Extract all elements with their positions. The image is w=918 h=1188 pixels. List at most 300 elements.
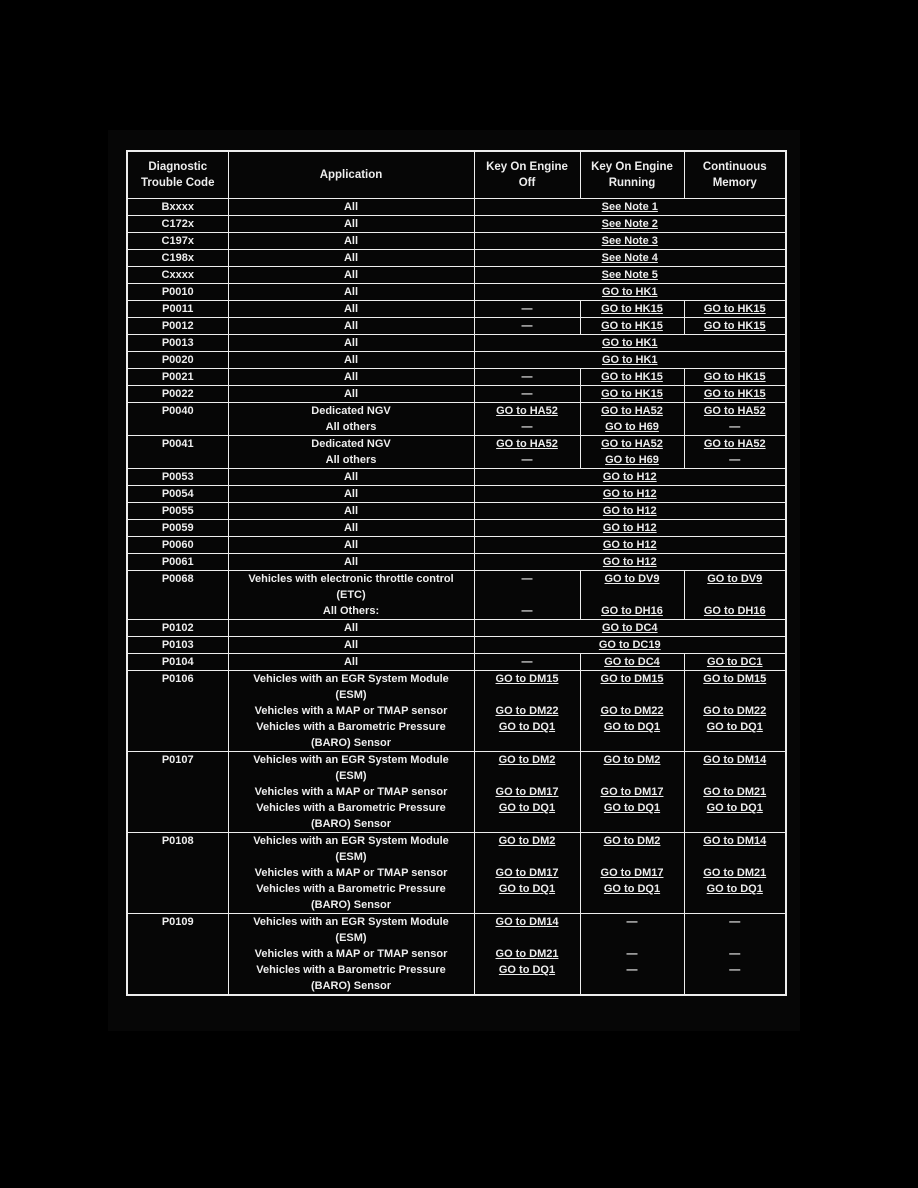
application-cell [228, 335, 474, 352]
application-text: Vehicles with an EGR System Module [253, 835, 449, 847]
application-cell [228, 250, 474, 267]
table-row [127, 833, 786, 914]
result-text: GO to DM22 [703, 705, 767, 717]
engine-off-cell [474, 671, 580, 752]
result-text: GO to HK1 [601, 354, 658, 366]
dtc-code: P0109 [161, 916, 194, 928]
result-text: GO to DC4 [601, 622, 658, 634]
dtc-code-cell [127, 914, 228, 996]
application-cell [228, 436, 474, 469]
dtc-code-cell [127, 486, 228, 503]
table-row [127, 914, 786, 996]
header-label: Trouble Code [141, 177, 215, 189]
dtc-code-cell [127, 571, 228, 620]
result-text: — [521, 303, 533, 315]
application-text: Dedicated NGV [311, 405, 391, 417]
result-text [687, 816, 784, 832]
application-text: Vehicles with an EGR System Module [253, 673, 449, 685]
application-cell [228, 554, 474, 571]
result-text: GO to HK15 [703, 371, 766, 383]
merged-result-cell [474, 503, 786, 520]
dtc-code: P0108 [161, 835, 194, 847]
header-label: Continuous [702, 161, 767, 173]
header-label: Off [518, 177, 536, 189]
merged-result-cell [474, 486, 786, 503]
result-text [477, 849, 578, 865]
application-cell [228, 469, 474, 486]
dtc-code: P0102 [161, 622, 194, 634]
application-cell [228, 571, 474, 620]
result-text: GO to DQ1 [603, 721, 661, 733]
engine-off-cell [474, 654, 580, 671]
dtc-code-cell [127, 554, 228, 571]
dtc-table [126, 150, 787, 996]
result-text: GO to DM14 [703, 754, 767, 766]
application-cell [228, 369, 474, 386]
engine-running-cell [580, 369, 684, 386]
header-label: Diagnostic [148, 161, 208, 173]
result-text [687, 978, 784, 994]
header-label: Application [319, 169, 383, 181]
application-cell [228, 301, 474, 318]
merged-result-cell [474, 352, 786, 369]
dtc-code: P0020 [161, 354, 194, 366]
result-text: GO to DM21 [495, 948, 559, 960]
result-text: GO to HK15 [601, 320, 663, 332]
result-text [687, 897, 784, 913]
application-text: All [343, 354, 359, 366]
result-text: GO to DQ1 [498, 883, 556, 895]
result-text [477, 587, 578, 603]
result-text [687, 849, 784, 865]
result-text: GO to DC19 [598, 639, 661, 651]
merged-result-cell [474, 469, 786, 486]
application-cell [228, 386, 474, 403]
result-text: — [729, 964, 741, 976]
application-text: (ESM) [335, 851, 367, 863]
application-text: Vehicles with a MAP or TMAP sensor [254, 867, 448, 879]
dtc-code-cell [127, 199, 228, 216]
dtc-code: C172x [161, 218, 194, 230]
result-text: GO to DM17 [600, 786, 664, 798]
result-text [477, 930, 578, 946]
engine-running-cell [580, 301, 684, 318]
result-text [477, 687, 578, 703]
result-text: GO to DM15 [600, 673, 664, 685]
result-text [687, 930, 784, 946]
engine-running-cell [580, 571, 684, 620]
table-row [127, 199, 786, 216]
application-text: All [343, 488, 359, 500]
engine-off-cell [474, 301, 580, 318]
header-cell-diagnostic-trouble-code [127, 151, 228, 199]
result-text: — [626, 964, 638, 976]
result-text: GO to DV9 [707, 573, 763, 585]
continuous-memory-cell [684, 671, 786, 752]
result-text: GO to DM2 [498, 754, 556, 766]
merged-result-cell [474, 637, 786, 654]
application-text: All [343, 201, 359, 213]
engine-off-cell [474, 436, 580, 469]
result-text: GO to DQ1 [706, 883, 763, 895]
dtc-code: P0060 [161, 539, 194, 551]
header-label: Memory [712, 177, 757, 189]
dtc-code-cell [127, 284, 228, 301]
table-row [127, 318, 786, 335]
application-text: (ESM) [335, 932, 367, 944]
header-row [127, 151, 786, 199]
dtc-code: P0041 [161, 438, 194, 450]
header-cell-application [228, 151, 474, 199]
dtc-code-cell [127, 469, 228, 486]
application-cell [228, 671, 474, 752]
application-cell [228, 284, 474, 301]
application-cell [228, 486, 474, 503]
application-cell [228, 833, 474, 914]
result-text: GO to DH16 [601, 605, 663, 617]
result-text: GO to HK15 [601, 371, 663, 383]
engine-running-cell [580, 403, 684, 436]
result-text: See Note 3 [601, 235, 658, 247]
result-text: GO to H12 [602, 556, 657, 568]
dtc-code: P0059 [161, 522, 194, 534]
header-cell-continuous-memory [684, 151, 786, 199]
result-text: GO to DM17 [495, 867, 559, 879]
dtc-code-cell [127, 369, 228, 386]
result-text: — [521, 371, 533, 383]
engine-off-cell [474, 403, 580, 436]
result-text: GO to DQ1 [706, 802, 763, 814]
application-text: All [343, 522, 359, 534]
application-text: Vehicles with a Barometric Pressure [256, 721, 446, 733]
dtc-code: P0104 [161, 656, 194, 668]
application-text: All others [325, 421, 377, 433]
result-text: GO to DQ1 [498, 964, 556, 976]
engine-off-cell [474, 318, 580, 335]
result-text: See Note 2 [601, 218, 658, 230]
result-text: GO to DM15 [703, 673, 767, 685]
dtc-code: P0061 [161, 556, 194, 568]
application-text: All [343, 303, 359, 315]
application-cell [228, 199, 474, 216]
application-text: All others [325, 454, 377, 466]
table-row [127, 537, 786, 554]
dtc-code-cell [127, 436, 228, 469]
dtc-code-cell [127, 301, 228, 318]
application-cell [228, 654, 474, 671]
application-text: All [343, 286, 359, 298]
table-row [127, 503, 786, 520]
result-text: — [729, 916, 741, 928]
result-text [477, 816, 578, 832]
result-text: GO to HK15 [601, 303, 663, 315]
engine-running-cell [580, 752, 684, 833]
continuous-memory-cell [684, 386, 786, 403]
table-row [127, 267, 786, 284]
dtc-code-cell [127, 537, 228, 554]
application-text: Vehicles with a MAP or TMAP sensor [254, 948, 448, 960]
table-row [127, 386, 786, 403]
result-text [477, 978, 578, 994]
application-text: Vehicles with a Barometric Pressure [256, 883, 446, 895]
dtc-code: P0053 [161, 471, 194, 483]
table-row [127, 469, 786, 486]
engine-off-cell [474, 369, 580, 386]
dtc-code: P0013 [161, 337, 194, 349]
result-text [583, 897, 682, 913]
result-text [583, 816, 682, 832]
result-text: — [521, 388, 533, 400]
application-text: All [343, 218, 359, 230]
result-text: GO to HK15 [601, 388, 663, 400]
application-cell [228, 752, 474, 833]
result-text: GO to DQ1 [706, 721, 763, 733]
result-text: GO to DM14 [703, 835, 767, 847]
dtc-code-cell [127, 386, 228, 403]
result-text: — [521, 573, 533, 585]
result-text: GO to DC1 [706, 656, 763, 668]
result-text: GO to DC4 [604, 656, 660, 668]
table-row [127, 233, 786, 250]
application-text: All Others: [322, 605, 380, 617]
continuous-memory-cell [684, 318, 786, 335]
table-row [127, 352, 786, 369]
table-row [127, 671, 786, 752]
application-text: All [343, 269, 359, 281]
result-text [583, 849, 682, 865]
result-text [583, 735, 682, 751]
engine-off-cell [474, 833, 580, 914]
engine-running-cell [580, 318, 684, 335]
result-text: See Note 5 [601, 269, 658, 281]
result-text: — [729, 454, 741, 466]
dtc-code: C197x [161, 235, 194, 247]
application-text: (BARO) Sensor [310, 818, 392, 830]
result-text: GO to HA52 [703, 438, 766, 450]
result-text [687, 587, 784, 603]
application-text: Vehicles with electronic throttle control [248, 573, 454, 585]
result-text: — [729, 421, 741, 433]
result-text [583, 687, 682, 703]
result-text: GO to HA52 [496, 405, 558, 417]
application-cell [228, 233, 474, 250]
application-cell [228, 318, 474, 335]
result-text: GO to HA52 [601, 405, 663, 417]
application-text: (BARO) Sensor [310, 980, 392, 992]
dtc-code: P0068 [161, 573, 194, 585]
table-row [127, 620, 786, 637]
merged-result-cell [474, 537, 786, 554]
application-text: Vehicles with a Barometric Pressure [256, 802, 446, 814]
dtc-code-cell [127, 520, 228, 537]
result-text: GO to DM2 [603, 835, 661, 847]
result-text: — [626, 916, 638, 928]
result-text: — [521, 656, 533, 668]
result-text: GO to DQ1 [498, 802, 556, 814]
continuous-memory-cell [684, 752, 786, 833]
dtc-code-cell [127, 250, 228, 267]
result-text: See Note 1 [601, 201, 658, 213]
result-text [477, 735, 578, 751]
application-text: All [343, 471, 359, 483]
dtc-code: P0103 [161, 639, 194, 651]
result-text: GO to H12 [602, 505, 657, 517]
dtc-code-cell [127, 216, 228, 233]
application-text: All [343, 320, 359, 332]
table-row [127, 436, 786, 469]
application-text: Vehicles with an EGR System Module [253, 754, 449, 766]
application-text: All [343, 388, 359, 400]
result-text: GO to H12 [602, 539, 657, 551]
result-text: GO to HK1 [601, 337, 658, 349]
result-text [687, 687, 784, 703]
table-row [127, 654, 786, 671]
application-cell [228, 620, 474, 637]
result-text: GO to DQ1 [603, 802, 661, 814]
dtc-code-cell [127, 352, 228, 369]
application-text: All [343, 556, 359, 568]
result-text [583, 587, 682, 603]
dtc-code-cell [127, 654, 228, 671]
dtc-code: P0107 [161, 754, 194, 766]
table-row [127, 250, 786, 267]
merged-result-cell [474, 267, 786, 284]
result-text: GO to DM14 [495, 916, 559, 928]
header-cell-key-on-engine-running [580, 151, 684, 199]
dtc-code-cell [127, 267, 228, 284]
application-cell [228, 537, 474, 554]
engine-running-cell [580, 654, 684, 671]
application-text: Vehicles with a MAP or TMAP sensor [254, 705, 448, 717]
table-row [127, 216, 786, 233]
application-cell [228, 267, 474, 284]
merged-result-cell [474, 554, 786, 571]
result-text [583, 978, 682, 994]
application-text: Vehicles with a MAP or TMAP sensor [254, 786, 448, 798]
result-text: GO to DM15 [495, 673, 559, 685]
table-row [127, 752, 786, 833]
result-text: GO to DM17 [600, 867, 664, 879]
application-text: Vehicles with an EGR System Module [253, 916, 449, 928]
result-text: GO to DV9 [604, 573, 660, 585]
engine-off-cell [474, 914, 580, 996]
continuous-memory-cell [684, 914, 786, 996]
application-text: All [343, 639, 359, 651]
engine-running-cell [580, 386, 684, 403]
result-text: GO to HK15 [703, 388, 766, 400]
application-text: All [343, 371, 359, 383]
result-text: — [521, 454, 533, 466]
dtc-code-cell [127, 620, 228, 637]
merged-result-cell [474, 250, 786, 267]
application-text: Dedicated NGV [311, 438, 391, 450]
dtc-code: P0054 [161, 488, 194, 500]
engine-running-cell [580, 436, 684, 469]
dtc-code-cell [127, 752, 228, 833]
result-text: GO to HA52 [496, 438, 558, 450]
table-row [127, 554, 786, 571]
result-text: — [521, 605, 533, 617]
header-label: Running [608, 177, 656, 189]
engine-off-cell [474, 752, 580, 833]
result-text: GO to DQ1 [498, 721, 556, 733]
application-cell [228, 637, 474, 654]
scanned-page [108, 130, 800, 1031]
table-row [127, 571, 786, 620]
result-text: GO to DM17 [495, 786, 559, 798]
application-cell [228, 352, 474, 369]
dtc-code: P0106 [161, 673, 194, 685]
dtc-code: Cxxxx [161, 269, 194, 281]
header-label: Key On Engine [591, 161, 673, 173]
merged-result-cell [474, 520, 786, 537]
dtc-code-cell [127, 833, 228, 914]
application-text: Vehicles with a Barometric Pressure [256, 964, 446, 976]
result-text: GO to DM22 [495, 705, 559, 717]
table-row [127, 284, 786, 301]
dtc-code: C198x [161, 252, 194, 264]
application-text: All [343, 539, 359, 551]
result-text: GO to H69 [605, 454, 659, 466]
application-text: All [343, 235, 359, 247]
result-text [477, 897, 578, 913]
application-text: All [343, 622, 359, 634]
application-text: All [343, 252, 359, 264]
application-text: (BARO) Sensor [310, 737, 392, 749]
result-text: GO to DM2 [498, 835, 556, 847]
result-text: GO to HK15 [703, 303, 766, 315]
dtc-code: P0010 [161, 286, 194, 298]
result-text: GO to DM22 [600, 705, 664, 717]
merged-result-cell [474, 335, 786, 352]
header-cell-key-on-engine-off [474, 151, 580, 199]
application-text: (ESM) [335, 689, 367, 701]
merged-result-cell [474, 233, 786, 250]
dtc-code: P0011 [162, 303, 194, 315]
table-row [127, 369, 786, 386]
merged-result-cell [474, 199, 786, 216]
result-text: GO to H12 [602, 522, 657, 534]
application-cell [228, 216, 474, 233]
application-text: (ETC) [336, 589, 366, 601]
continuous-memory-cell [684, 403, 786, 436]
table-row [127, 520, 786, 537]
result-text: — [521, 320, 533, 332]
dtc-code-cell [127, 503, 228, 520]
dtc-code-cell [127, 403, 228, 436]
table-row [127, 301, 786, 318]
result-text: — [521, 421, 533, 433]
continuous-memory-cell [684, 369, 786, 386]
result-text: GO to HA52 [703, 405, 766, 417]
result-text: GO to H12 [602, 471, 657, 483]
dtc-code: P0055 [161, 505, 194, 517]
result-text [583, 930, 682, 946]
dtc-code-cell [127, 637, 228, 654]
merged-result-cell [474, 216, 786, 233]
continuous-memory-cell [684, 833, 786, 914]
table-row [127, 637, 786, 654]
engine-running-cell [580, 671, 684, 752]
result-text [687, 768, 784, 784]
result-text: GO to HK15 [703, 320, 766, 332]
table-row [127, 486, 786, 503]
merged-result-cell [474, 620, 786, 637]
engine-running-cell [580, 914, 684, 996]
application-cell [228, 503, 474, 520]
result-text: GO to DM21 [703, 867, 767, 879]
result-text: GO to HK1 [601, 286, 658, 298]
